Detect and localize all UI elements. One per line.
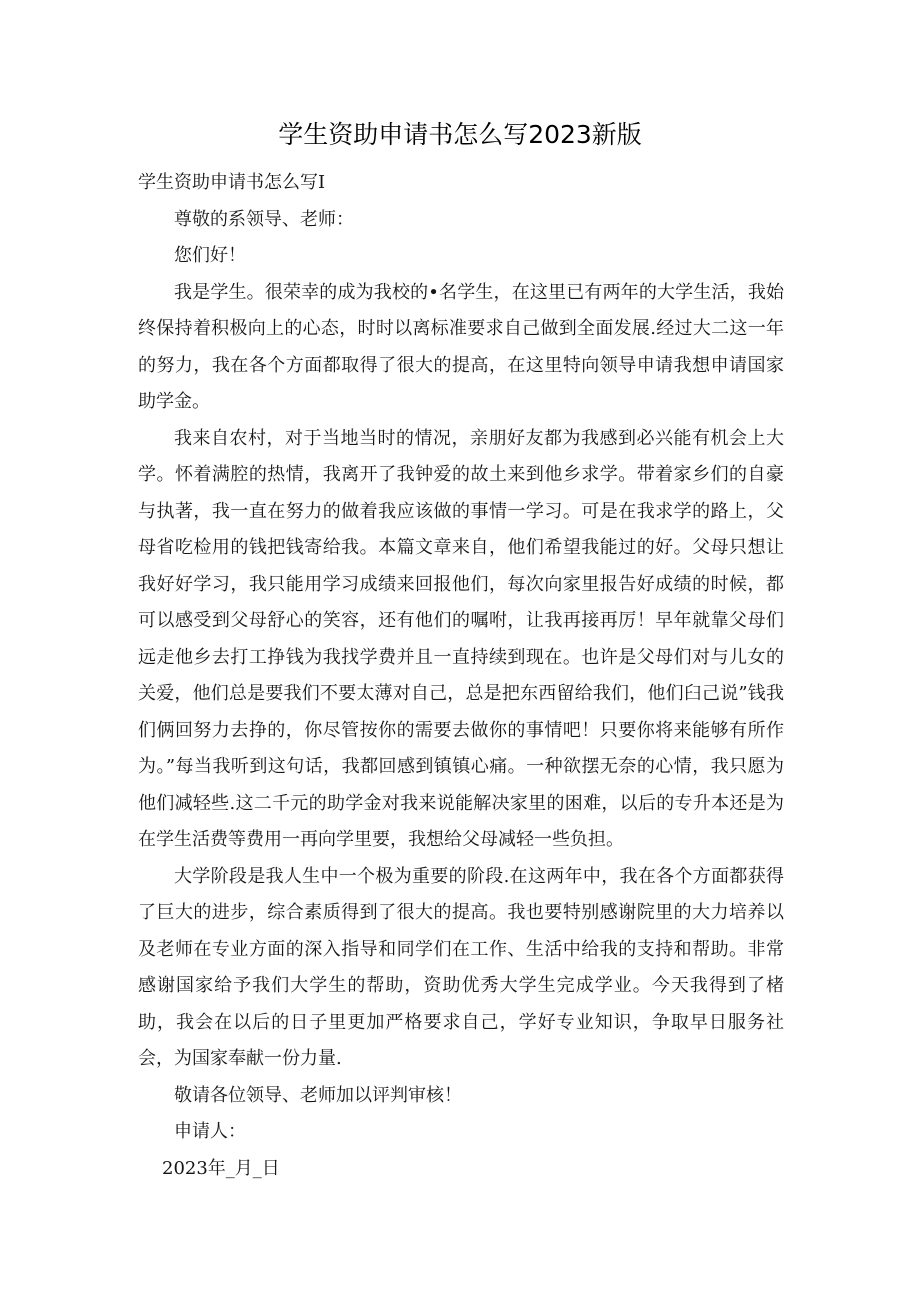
date-line: 2023年_月_日 [162, 1157, 280, 1179]
body-paragraph: 我是学生。很荣幸的成为我校的•名学生，在这里已有两年的大学生活，我始终保持着积极向上的心态，时时以离标准要求自己做到全面发展.经过大二这一年的努力，我在各个方面都取得了很大的提高，在这里特向领导申请我想申请国家助学金。 [138, 281, 784, 412]
greeting: 您们好！ [174, 245, 246, 266]
applicant-line: 申请人： [174, 1121, 246, 1142]
body-paragraph: 大学阶段是我人生中一个极为重要的阶段.在这两年中，我在各个方面都获得了巨大的进步，综合素质得到了很大的提高。我也要特别感谢院里的大力培养以及老师在专业方面的深入指导和同学们在工作、生活中给我的支持和帮助。非常感谢国家给予我们大学生的帮助，资助优秀大学生完成学业。今天我得到了楮助，我会在以后的日子里更加严格要求自己，学好专业知识，争取早日服务社会，为国家奉献一份力量. [138, 865, 784, 1069]
salutation: 尊敬的系领导、老师： [174, 208, 354, 230]
document-body [138, 165, 784, 1187]
body-paragraph: 我来自农村，对于当地当时的情况，亲朋好友都为我感到必兴能有机会上大学。怀着满腔的热情，我离开了我钟爱的故土来到他乡求学。带着家乡们的自豪与执著，我一直在努力的做着我应该做的事情一学习。可是在我求学的路上，父母省吃检用的钱把钱寄给我。本篇文章来自，他们希望我能过的好。父母只想让我好好学习，我只能用学习成绩来回报他们，每次向家里报告好成绩的时候，都可以感受到父母舒心的笑容，还有他们的嘱咐，让我再接再厉！早年就靠父母们远走他乡去打工挣钱为我找学费并且一直持续到现在。也许是父母们对与儿女的关爱，他们总是要我们不要太薄对自己，总是把东西留给我们，他们臼己说”钱我们俩回努力去挣的，你尽管按你的需要去做你的事情吧！只要你将来能够有所作为。”每当我听到这句话，我都回感到镇镇心痛。一种欲摆无奈的心情，我只愿为他们减轻些.这二千元的助学金对我来说能解决家里的困难，以后的专升本还是为在学生活费等费用一再向学里要，我想给父母减轻一些负担。 [138, 427, 784, 850]
document-title: 学生资助申请书怎么写2023新版 [278, 120, 642, 149]
document-subtitle: 学生资助申请书怎么写I [138, 172, 326, 193]
closing-line: 敬请各位领导、老师加以评判审核！ [174, 1084, 462, 1106]
